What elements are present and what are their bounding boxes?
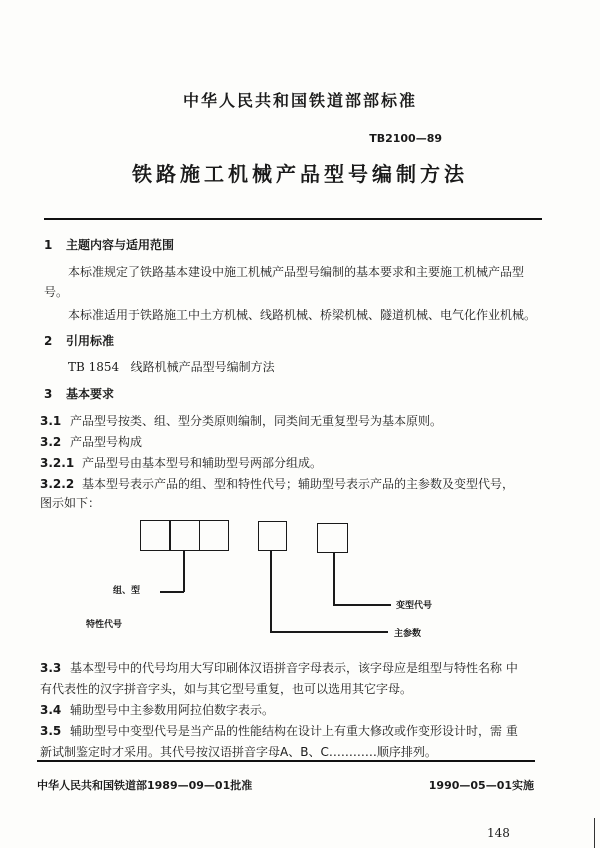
- clause-number: 3.2.2: [40, 477, 75, 491]
- section-3-heading: [44, 385, 114, 402]
- scan-edge-mark: [594, 818, 595, 848]
- clause-number: 3.3: [40, 661, 62, 675]
- clause-text: 基本型号中的代号均用大写印刷体汉语拼音字母表示，该字母应是组型与特性名称 中: [70, 661, 518, 675]
- clause-number: 3.4: [40, 703, 62, 717]
- clause-number: 3.2: [40, 435, 62, 449]
- main-param-box: [258, 521, 287, 551]
- clause-text: 产品型号按类、组、型分类原则编制，同类间无重复型号为基本原则。: [70, 414, 443, 428]
- section-title: 引用标准: [66, 334, 115, 348]
- param-connector-vertical: [270, 551, 272, 632]
- clause-3-3: [40, 659, 518, 676]
- variant-connector-vertical: [333, 553, 335, 605]
- label-variant-code: 变型代号: [396, 601, 433, 611]
- variant-box: [317, 523, 348, 553]
- section-number: 2: [44, 334, 53, 348]
- section-title: 主题内容与适用范围: [66, 238, 175, 252]
- document-title: 铁路施工机械产品型号编制方法: [132, 162, 468, 186]
- clause-3-5-cont: 新试制鉴定时才采用。其代号按汉语拼音字母A、B、C…………顺序排列。: [40, 745, 437, 759]
- issuing-authority: 中华人民共和国铁道部部标准: [182, 91, 417, 110]
- label-group-type: 组、型: [113, 586, 141, 596]
- effective-date: 1990—05—01实施: [428, 779, 534, 792]
- clause-number: 3.2.1: [40, 456, 75, 470]
- feature-box: [199, 520, 229, 551]
- group-box: [140, 520, 171, 551]
- section-1-para-1-cont: 号。: [44, 285, 69, 299]
- clause-text: 产品型号构成: [70, 435, 143, 449]
- section-1-heading: [44, 236, 174, 253]
- label-feature-code: 特性代号: [86, 620, 123, 630]
- label-main-param: 主参数: [394, 629, 422, 639]
- basic-connector-horizontal: [160, 591, 184, 593]
- clause-3-2-2-cont: 图示如下：: [40, 496, 101, 510]
- section-number: 3: [44, 387, 53, 401]
- clause-3-2-2: [40, 475, 514, 492]
- clause-text: 基本型号表示产品的组、型和特性代号；辅助型号表示产品的主参数及变型代号，: [82, 477, 515, 491]
- param-connector-horizontal: [270, 631, 388, 633]
- clause-3-4: [40, 701, 274, 718]
- reference-title: 线路机械产品型号编制方法: [130, 360, 275, 374]
- clause-3-1: [40, 412, 442, 429]
- section-2-heading: [44, 332, 114, 349]
- section-number: 1: [44, 238, 53, 252]
- section-1-para-1: 本标准规定了铁路基本建设中施工机械产品型号编制的基本要求和主要施工机械产品型: [68, 265, 525, 279]
- clause-text: 产品型号由基本型号和辅助型号两部分组成。: [82, 456, 323, 470]
- page-number: 148: [487, 826, 510, 840]
- section-title: 基本要求: [66, 387, 115, 401]
- header-rule: [44, 218, 542, 220]
- clause-3-3-cont: 有代表性的汉字拼音字头，如与其它型号重复，也可以选用其它字母。: [40, 682, 413, 696]
- reference-standard: [68, 358, 275, 375]
- reference-code: TB 1854: [68, 360, 120, 374]
- footer-rule: [37, 760, 535, 762]
- approval-date: 中华人民共和国铁道部1989—09—01批准: [37, 779, 253, 792]
- clause-3-2-1: [40, 454, 322, 471]
- clause-number: 3.5: [40, 724, 62, 738]
- clause-3-5: [40, 722, 518, 739]
- type-box: [169, 520, 200, 551]
- clause-3-2: [40, 433, 142, 450]
- section-1-para-2: 本标准适用于铁路施工中土方机械、线路机械、桥梁机械、隧道机械、电气化作业机械。: [68, 308, 537, 322]
- clause-number: 3.1: [40, 414, 62, 428]
- variant-connector-horizontal: [333, 604, 391, 606]
- clause-text: 辅助型号中主参数用阿拉伯数字表示。: [70, 703, 275, 717]
- basic-connector-vertical: [183, 551, 185, 592]
- clause-text: 辅助型号中变型代号是当产品的性能结构在设计上有重大修改或作变形设计时，需 重: [70, 724, 518, 738]
- standard-number: TB2100—89: [369, 132, 442, 145]
